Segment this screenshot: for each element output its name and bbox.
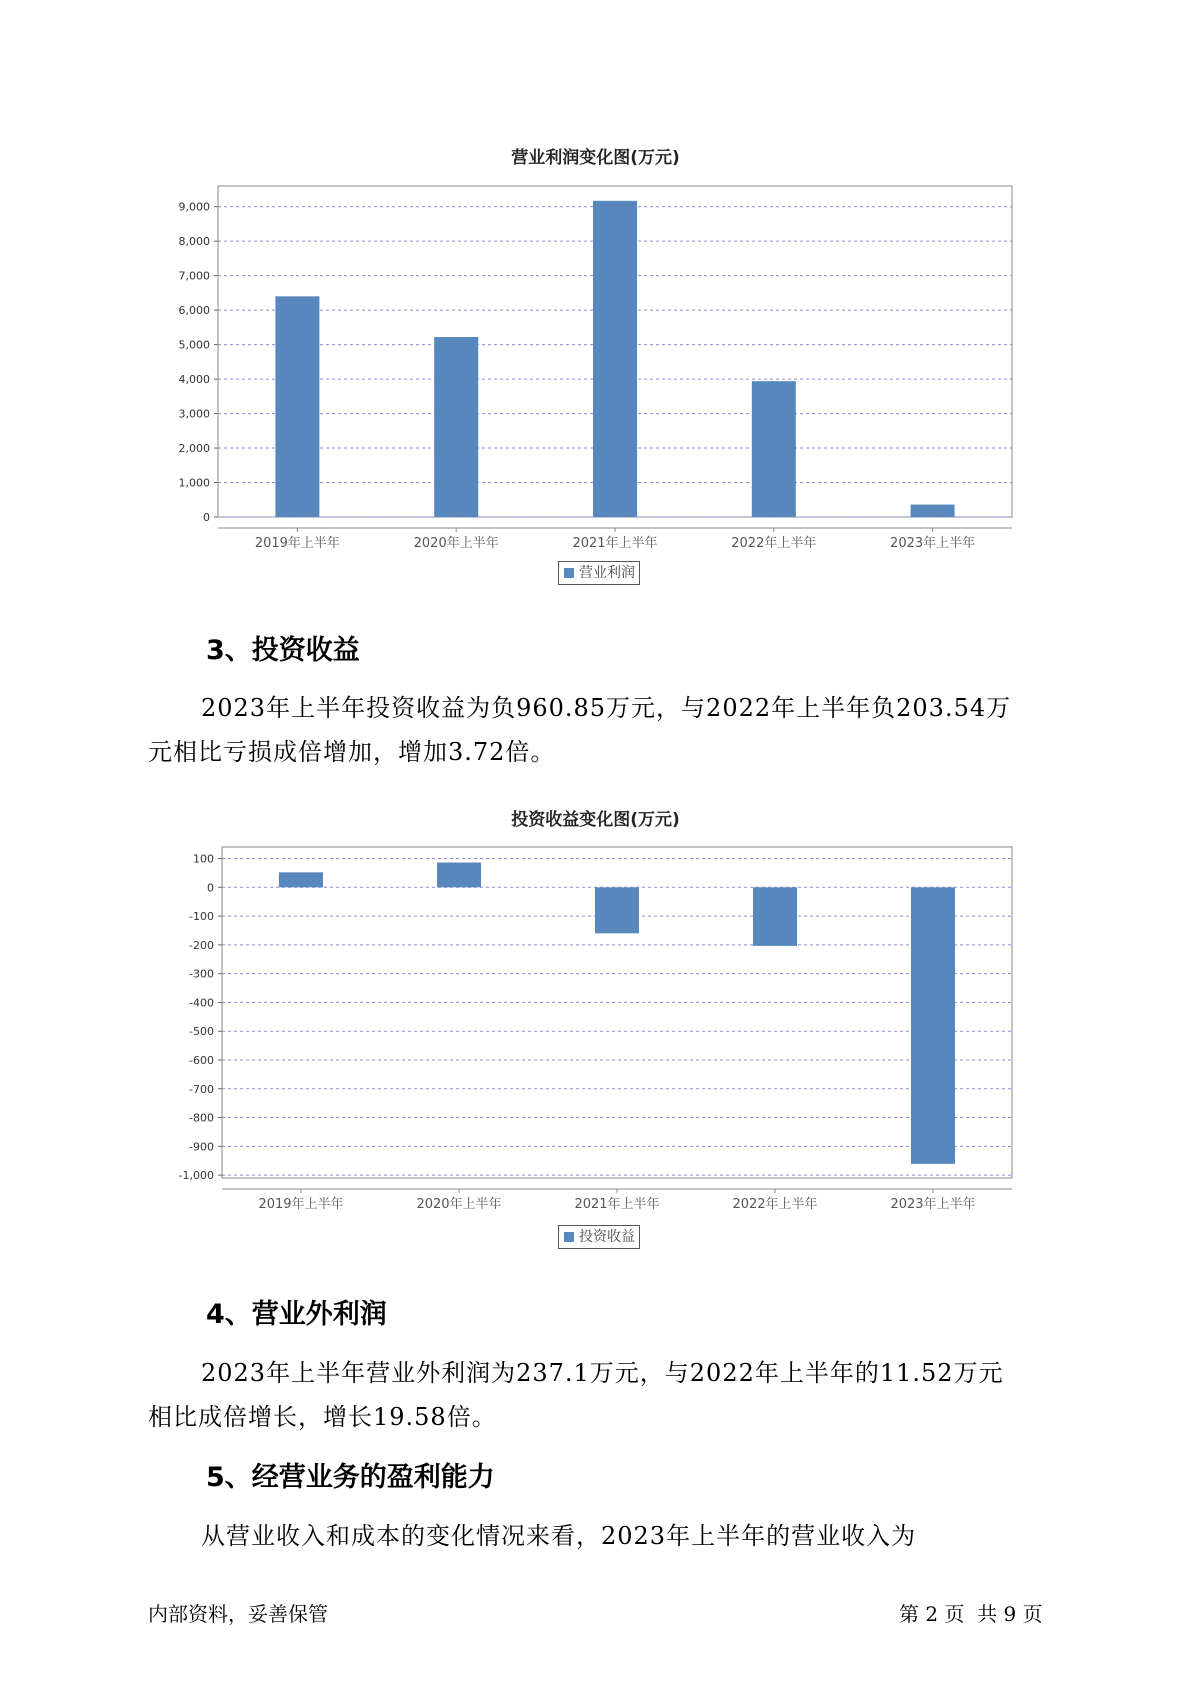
y-tick-label: 7,000: [178, 269, 210, 283]
y-tick-label: -700: [189, 1082, 214, 1096]
y-tick-label: -600: [189, 1053, 214, 1067]
chart2-legend: [558, 1225, 640, 1249]
bar: [437, 863, 481, 888]
footer-left: 内部资料，妥善保管: [148, 1602, 328, 1626]
paragraph-line: 2023年上半年营业外利润为237.1万元，与2022年上半年的11.52万元: [201, 1359, 1004, 1387]
x-tick-label: 2019年上半年: [258, 1197, 344, 1212]
y-tick-label: -400: [189, 996, 214, 1010]
y-tick-label: -1,000: [178, 1169, 214, 1183]
y-tick-label: 9,000: [178, 200, 210, 214]
bar: [279, 872, 323, 887]
x-tick-label: 2021年上半年: [574, 1197, 660, 1212]
footer-page-number: 第 2 页 共 9 页: [899, 1602, 1043, 1626]
paragraph-line: 元相比亏损成倍增加，增加3.72倍。: [148, 738, 556, 766]
y-tick-label: 2,000: [178, 442, 210, 456]
y-tick-label: 3,000: [178, 407, 210, 421]
section-paragraph-non-operating-profit: [148, 1351, 1048, 1439]
chart2-title: 投资收益变化图(万元): [511, 810, 680, 830]
y-tick-label: 100: [193, 852, 214, 866]
section-heading-non-operating-profit: 4、营业外利润: [206, 1299, 387, 1330]
paragraph-line: 2023年上半年投资收益为负960.85万元，与2022年上半年负203.54万: [201, 694, 1012, 722]
bar: [595, 887, 639, 933]
y-tick-label: -200: [189, 938, 214, 952]
y-tick-label: 8,000: [178, 235, 210, 249]
y-tick-label: 6,000: [178, 304, 210, 318]
paragraph-line: 从营业收入和成本的变化情况来看，2023年上半年的营业收入为: [201, 1522, 917, 1550]
y-tick-label: 5,000: [178, 338, 210, 352]
x-tick-label: 2020年上半年: [416, 1197, 502, 1212]
y-tick-label: 0: [203, 511, 210, 524]
chart1-legend-label: 营业利润: [579, 565, 635, 581]
legend-swatch-icon: [564, 1232, 574, 1242]
section-paragraph-profitability: [148, 1514, 1048, 1558]
bar: [753, 887, 797, 946]
x-tick-label: 2019年上半年: [254, 536, 340, 551]
x-tick-label: 2022年上半年: [732, 1197, 818, 1212]
x-tick-label: 2022年上半年: [731, 536, 817, 551]
x-tick-label: 2023年上半年: [890, 536, 976, 551]
section-heading-investment-income: 3、投资收益: [206, 635, 360, 666]
chart2-legend-label: 投资收益: [579, 1229, 635, 1245]
chart1-title: 营业利润变化图(万元): [511, 148, 680, 168]
y-tick-label: 0: [207, 881, 214, 895]
y-tick-label: -300: [189, 967, 214, 981]
x-tick-label: 2021年上半年: [572, 536, 658, 551]
y-tick-label: -800: [189, 1111, 214, 1125]
y-tick-label: -100: [189, 910, 214, 924]
bar: [911, 887, 955, 1164]
paragraph-line: 相比成倍增长，增长19.58倍。: [148, 1403, 497, 1431]
x-tick-label: 2023年上半年: [890, 1197, 976, 1212]
section-heading-profitability: 5、经营业务的盈利能力: [206, 1462, 495, 1493]
x-tick-label: 2020年上半年: [413, 536, 499, 551]
y-tick-label: 1,000: [178, 476, 210, 490]
y-tick-label: 4,000: [178, 373, 210, 387]
y-tick-label: -500: [189, 1025, 214, 1039]
y-tick-label: -900: [189, 1140, 214, 1154]
